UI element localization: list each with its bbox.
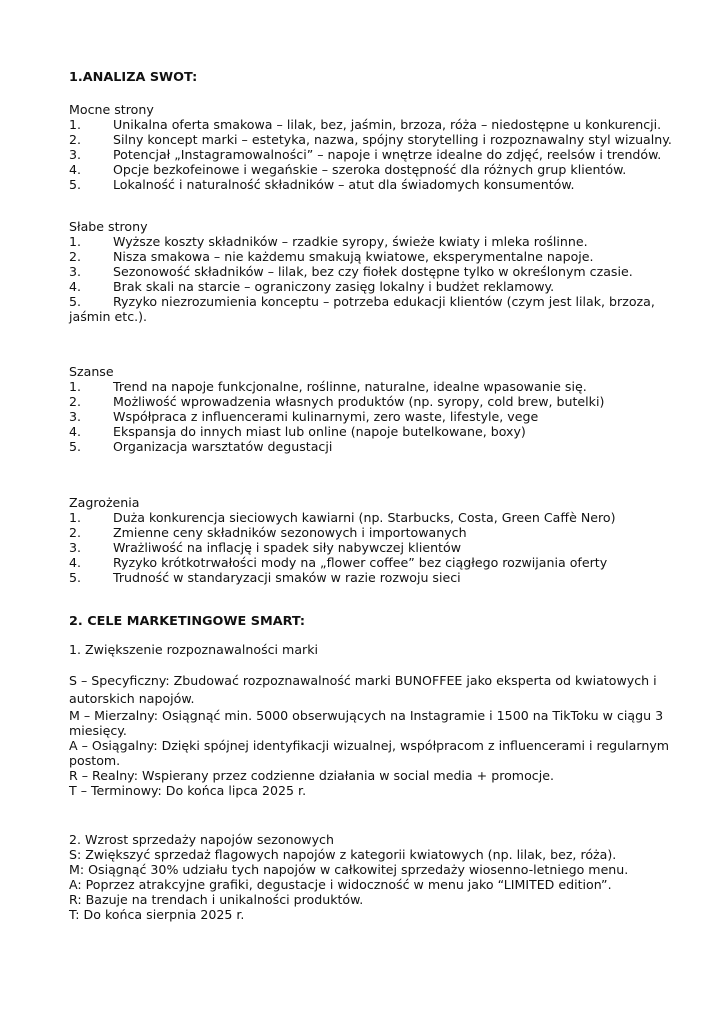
opportunities-section [69,364,669,454]
list-item: 2. Zmienne ceny składników sezonowych i importowanych [69,525,467,540]
list-item: 2. Nisza smakowa – nie każdemu smakują kwiatowe, eksperymentalne napoje. [69,249,594,264]
goal2-specific: S: Zwiększyć sprzedaż flagowych napojów z kategorii kwiatowych (np. lilak, bez, róża). [69,847,617,862]
list-item: 4. Brak skali na starcie – ograniczony zasięg lokalny i budżet reklamowy. [69,279,555,294]
weaknesses-title: Słabe strony [69,219,148,234]
goal1-timebound: T – Terminowy: Do końca lipca 2025 r. [69,783,307,798]
list-item: 1. Duża konkurencja sieciowych kawiarni (np. Starbucks, Costa, Green Caffè Nero) [69,510,616,525]
threats-section [69,495,669,585]
list-item: 3. Sezonowość składników – lilak, bez czy fiołek dostępne tylko w określonym czasie. [69,264,633,279]
list-item: 1. Wyższe koszty składników – rzadkie syropy, świeże kwiaty i mleka roślinne. [69,234,588,249]
list-item: 5. Ryzyko niezrozumienia konceptu – potrzeba edukacji klientów (czym jest lilak, brzoza, [69,294,655,309]
list-item: 4. Opcje bezkofeinowe i wegańskie – szeroka dostępność dla różnych grup klientów. [69,162,627,177]
goal2-title: 2. Wzrost sprzedaży napojów sezonowych [69,832,334,847]
swot-heading: 1.ANALIZA SWOT: [69,70,198,85]
list-item: 5. Lokalność i naturalność składników – atut dla świadomych konsumentów. [69,177,575,192]
list-item: 2. Możliwość wprowadzenia własnych produktów (np. syropy, cold brew, butelki) [69,394,605,409]
strengths-section [69,102,672,192]
list-item: 5. Trudność w standaryzacji smaków w razie rozwoju sieci [69,570,461,585]
strengths-title: Mocne strony [69,102,154,117]
list-item: 4. Ekspansja do innych miast lub online (napoje butelkowane, boxy) [69,424,526,439]
goal1-measurable-cont: miesięcy. [69,723,127,738]
goal1-title: 1. Zwiększenie rozpoznawalności marki [69,642,319,657]
goal2-details [69,832,669,922]
list-item-continuation: jaśmin etc.). [69,309,148,324]
threats-title: Zagrożenia [69,495,140,510]
goal2-measurable: M: Osiągnąć 30% udziału tych napojów w całkowitej sprzedaży wiosenno-letniego menu. [69,862,629,877]
list-item: 3. Potencjał „Instagramowalności” – napoje i wnętrze idealne do zdjęć, reelsów i trendów. [69,147,662,162]
list-item: 5. Organizacja warsztatów degustacji [69,439,333,454]
weaknesses-section [69,219,669,324]
goal1-realistic: R – Realny: Wspierany przez codzienne działania w social media + promocje. [69,768,554,783]
list-item: 3. Współpraca z influencerami kulinarnymi, zero waste, lifestyle, vege [69,409,539,424]
list-item: 1. Unikalna oferta smakowa – lilak, bez, jaśmin, brzoza, róża – niedostępne u konkurencji. [69,117,662,132]
opportunities-title: Szanse [69,364,114,379]
goal2-achievable: A: Poprzez atrakcyjne grafiki, degustacje i widoczność w menu jako “LIMITED edition”. [69,877,612,892]
goal1-details [69,672,669,798]
goal1-measurable: M – Mierzalny: Osiągnąć min. 5000 obserwujących na Instagramie i 1500 na TikToku w ciągu 3 [69,708,664,723]
list-item: 4. Ryzyko krótkotrwałości mody na „flower coffee” bez ciągłego rozwijania oferty [69,555,608,570]
goal2-realistic: R: Bazuje na trendach i unikalności produktów. [69,892,364,907]
smart-heading: 2. CELE MARKETINGOWE SMART: [69,614,306,629]
goal1-specific-cont: autorskich napojów. [69,691,195,706]
list-item: 3. Wrażliwość na inflację i spadek siły nabywczej klientów [69,540,461,555]
goal2-timebound: T: Do końca sierpnia 2025 r. [69,907,245,922]
goal1-specific: S – Specyficzny: Zbudować rozpoznawalność marki BUNOFFEE jako eksperta od kwiatowych i [69,673,657,688]
list-item: 2. Silny koncept marki – estetyka, nazwa, spójny storytelling i rozpoznawalny styl wizualny. [69,132,672,147]
goal1-achievable: A – Osiągalny: Dzięki spójnej identyfikacji wizualnej, współpracom z influencerami i regularnym [69,738,670,753]
list-item: 1. Trend na napoje funkcjonalne, roślinne, naturalne, idealne wpasowanie się. [69,379,587,394]
goal1-achievable-cont: postom. [69,753,121,768]
